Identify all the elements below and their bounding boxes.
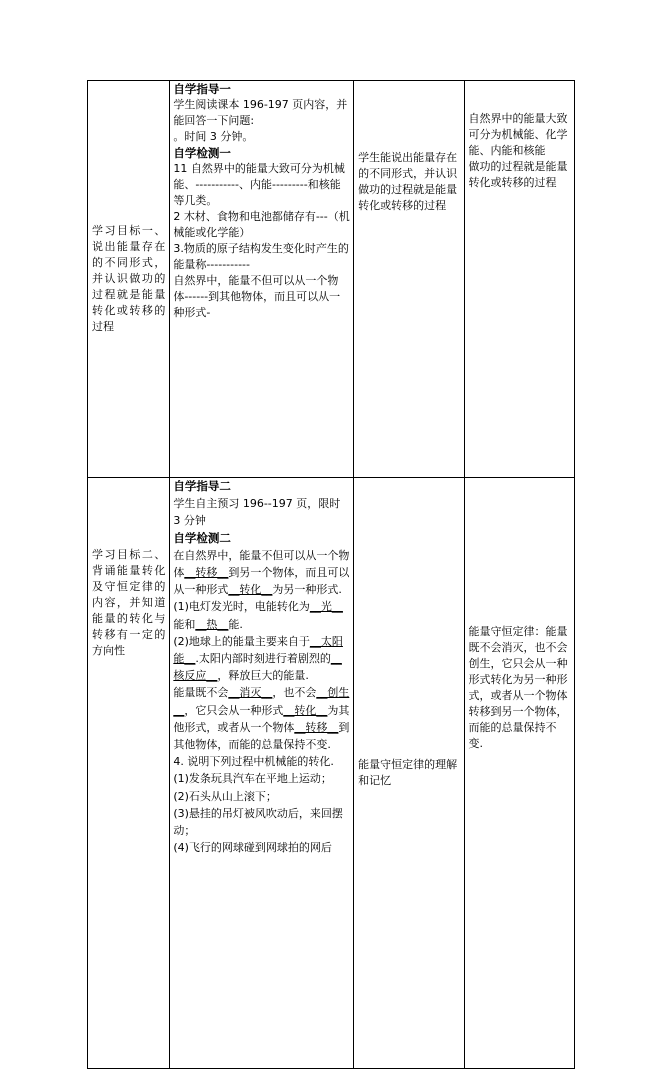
table-row: [88, 478, 575, 1069]
answer-blank: __创生__: [173, 686, 350, 717]
sub-question: (2)石头从山上滚下；: [173, 789, 277, 803]
summary-line: 做功的过程就是能量转化或转移的过程: [468, 160, 568, 189]
sub-question: (3)悬挂的吊灯被风吹动后，来回摆动；: [173, 806, 343, 838]
summary-cell-2: [464, 478, 574, 1069]
answer-blank: __转移__: [184, 566, 229, 580]
check-title-2: 自学检测二: [173, 530, 231, 545]
lesson-plan-table: [87, 80, 575, 1069]
guide-time-1: 。时间 3 分钟。: [173, 130, 254, 143]
guide-title-1: 自学指导一: [173, 82, 231, 96]
guide-text-2: 学生自主预习 196--197 页，限时 3 分钟: [173, 497, 341, 528]
check-title-1: 自学检测一: [173, 146, 231, 160]
table-row: [88, 81, 575, 478]
fill-paragraph: 在自然界中，能量不但可以从一个物体__转移__到另一个物体，而且可以从一种形式__转化__为另一种形式.: [173, 548, 350, 597]
guide-title-2: 自学指导二: [173, 479, 231, 493]
student-activity-2: [354, 478, 464, 1069]
self-study-cell-1: [170, 81, 354, 478]
self-study-cell-2: [170, 478, 354, 1069]
answer-blank: __热__: [195, 617, 229, 631]
summary-text-2: 能量守恒定律：能量既不会消灭，也不会创生，它只会从一种形式转化为另一种形式，或者从一个物体转移到另一个物体，而能的总量保持不变.: [468, 625, 568, 750]
answer-blank: __核反应__: [173, 652, 342, 683]
learning-goal-1: 学习目标一、说出能量存在的不同形式，并认识做功的过程就是能量转化或转移的过程: [88, 81, 170, 478]
fill-paragraph: 能量既不会__消灭__，也不会__创生__，它只会从一种形式__转化__为其他形式，或者从一个物体__转移__到其他物体，而能的总量保持不变.: [173, 686, 350, 752]
check-item: 11 自然界中的能量大致可分为机械能、-----------、内能---------和核能等几类。: [173, 162, 345, 207]
learning-goal-2: 学习目标二、背诵能量转化及守恒定律的内容，并知道能量的转化与转移有一定的方向性: [88, 478, 170, 1069]
answer-blank: __转化__: [283, 703, 328, 717]
student-activity-text-1: 学生能说出能量存在的不同形式，并认识做功的过程就是能量转化或转移的过程: [358, 151, 458, 212]
answer-blank: __太阳能__: [173, 634, 343, 666]
guide-text-1: 学生阅读课本 196-197 页内容，并能回答一下问题:: [173, 98, 348, 127]
sub-question: (1)发条玩具汽车在平地上运动；: [173, 772, 332, 786]
check-item: 3.物质的原子结构发生变化时产生的能量称-----------: [173, 242, 349, 271]
check-item: 2 木材、食物和电池都储存有---（机械能或化学能）: [173, 210, 350, 239]
summary-cell-1: [464, 81, 574, 478]
sub-question: (4)飞行的网球碰到网球拍的网后: [173, 841, 332, 855]
student-activity-text-2: 能量守恒定律的理解和记忆: [358, 758, 458, 787]
answer-blank: __消灭__: [228, 686, 273, 700]
fill-paragraph: (1)电灯发光时，电能转化为__光__能和__热__能.: [173, 600, 343, 631]
answer-blank: __光__: [309, 600, 343, 614]
student-activity-1: [354, 81, 464, 478]
answer-blank: __转化__: [228, 583, 273, 597]
summary-line: 自然界中的能量大致可分为机械能、化学能、内能和核能: [468, 112, 568, 157]
answer-blank: __转移__: [294, 720, 339, 734]
fill-paragraph: (2)地球上的能量主要来自于__太阳能__.太阳内部时刻进行着剧烈的__核反应__，释放巨大的能量.: [173, 634, 343, 683]
question-4: 4. 说明下列过程中机械能的转化.: [173, 755, 334, 769]
check-item: 自然界中，能量不但可以从一个物体------到其他物体，而且可以从一种形式-: [173, 274, 341, 319]
